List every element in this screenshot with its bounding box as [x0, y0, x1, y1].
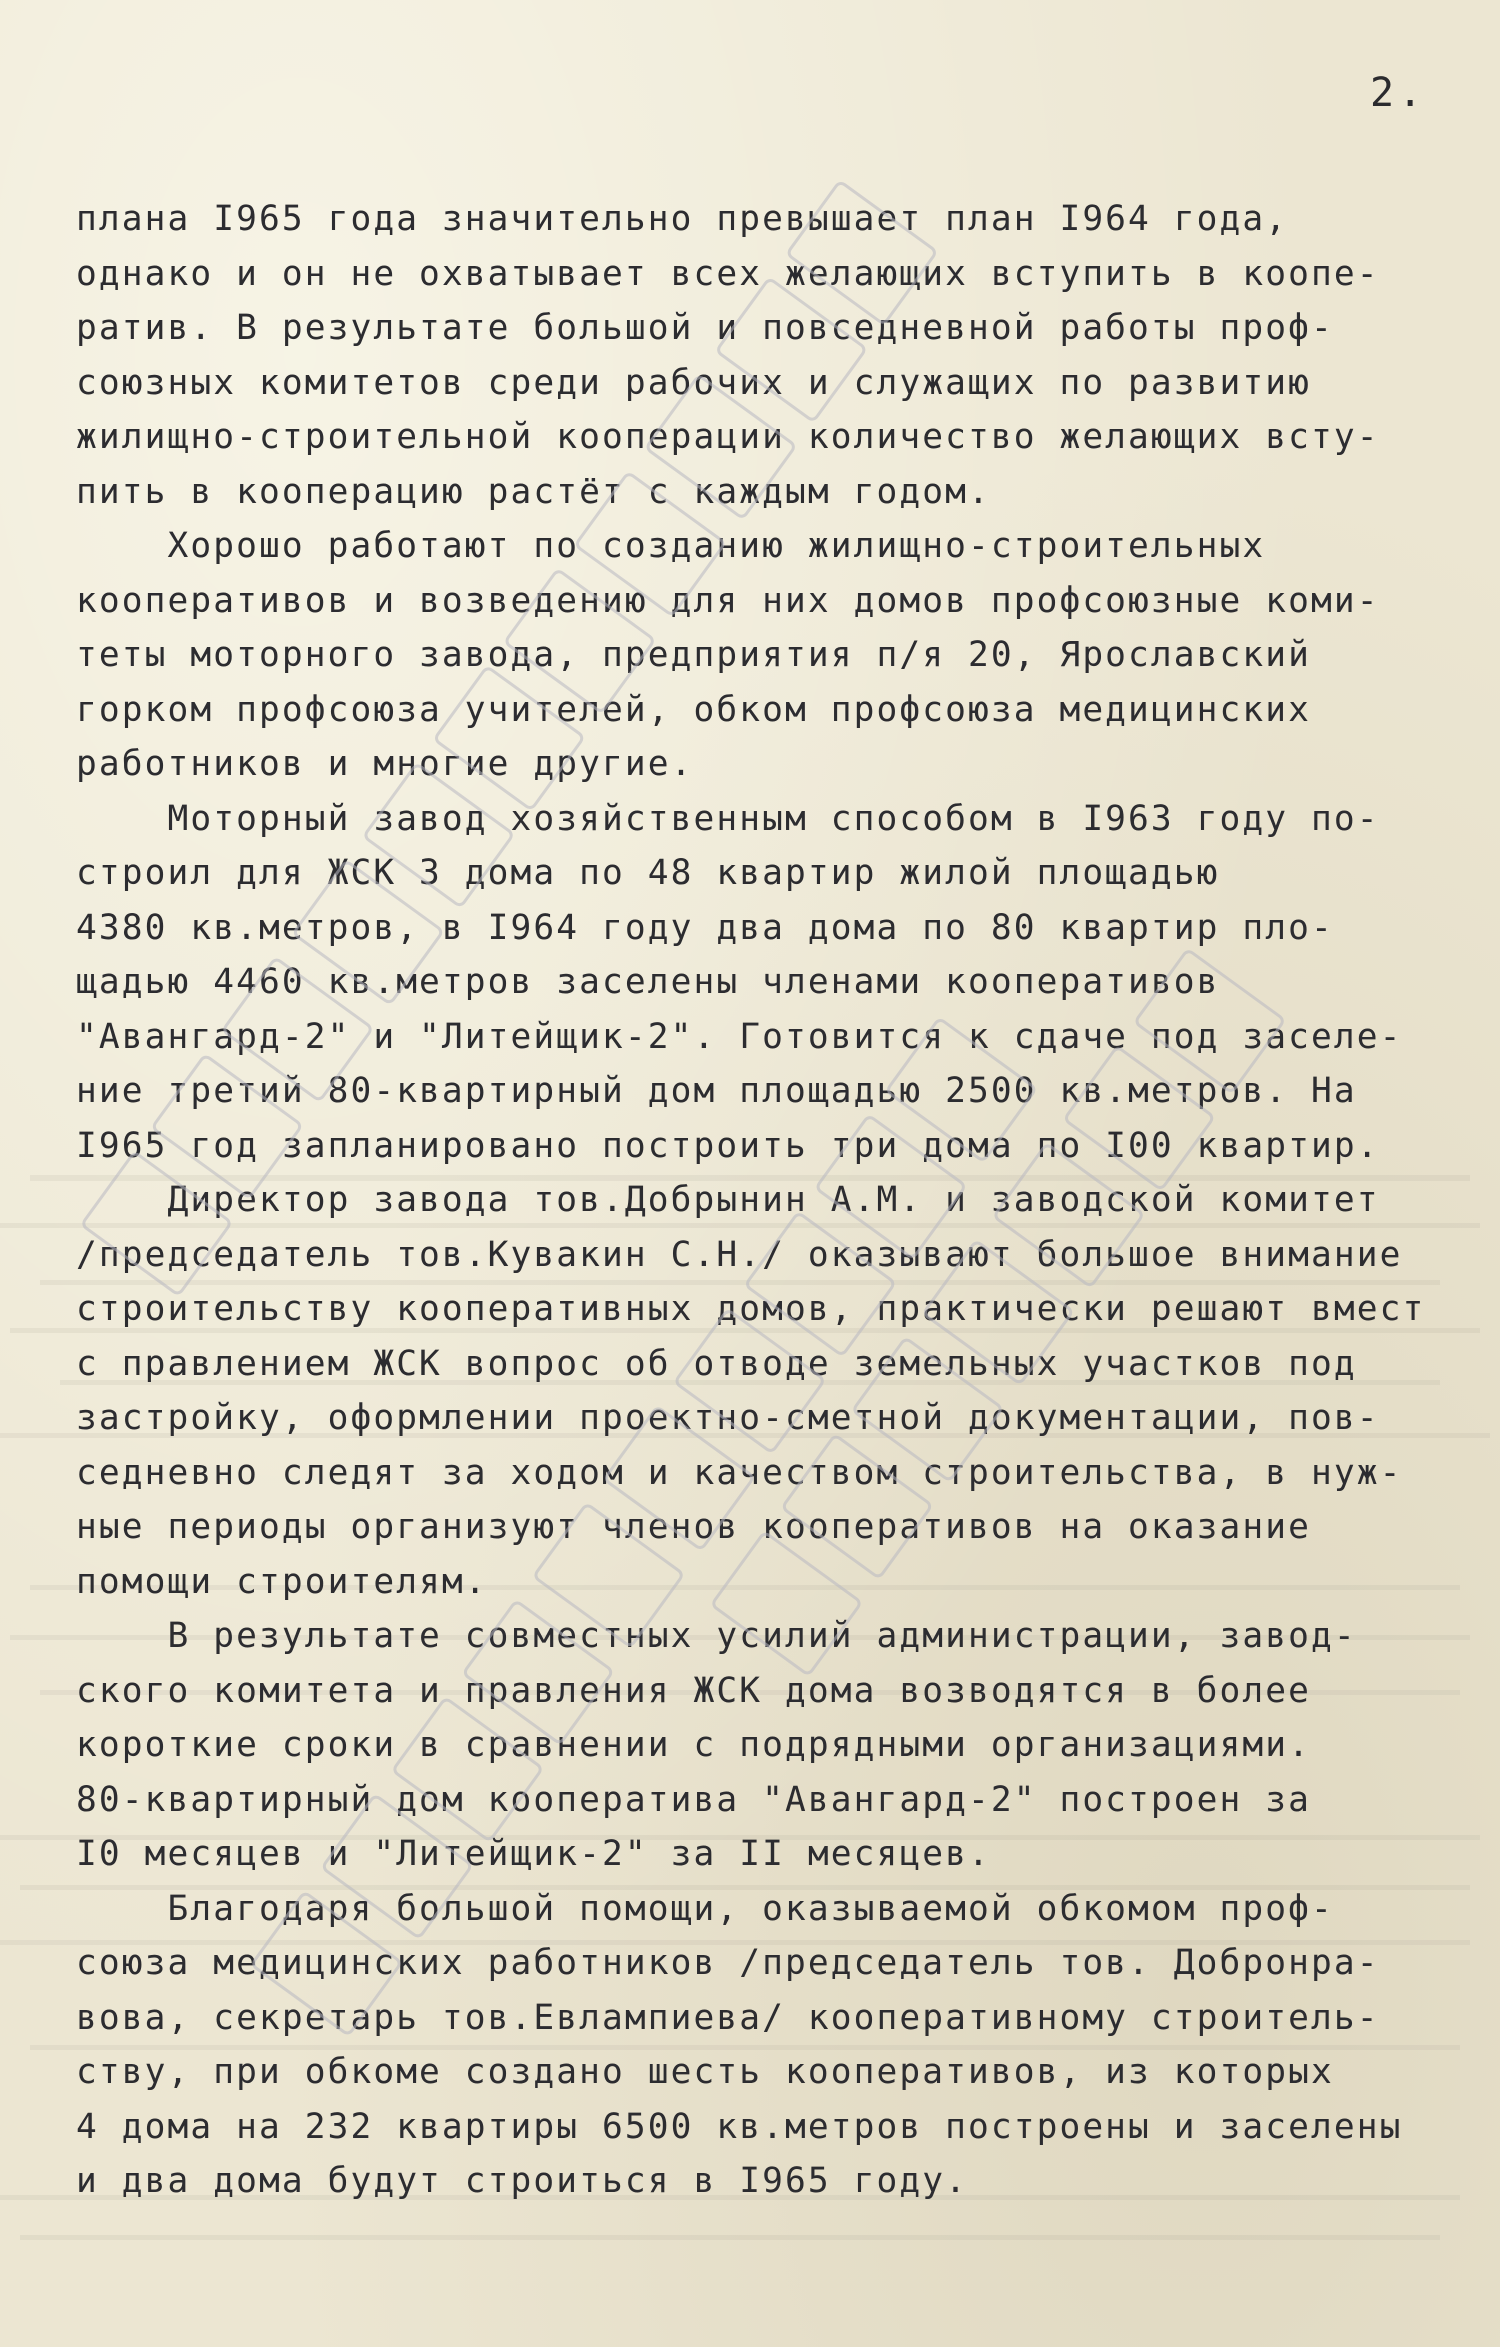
- text-line: ратив. В результате большой и повседневной работы проф-: [76, 308, 1334, 348]
- text-line: Моторный завод хозяйственным способом в I963 году по-: [76, 798, 1380, 839]
- text-line: с правлением ЖСК вопрос об отводе земельных участков под: [76, 1343, 1357, 1384]
- text-line: теты моторного завода, предприятия п/я 20, Ярославский: [76, 635, 1312, 675]
- text-line: союза медицинских работников /председатель тов. Добронра-: [76, 1943, 1380, 1983]
- text-line: В результате совместных усилий администрации, завод-: [76, 1616, 1357, 1656]
- text-line: Директор завода тов.Добрынин А.М. и заводской комитет: [76, 1180, 1380, 1220]
- text-line: вова, секретарь тов.Евлампиева/ кооперативному строитель-: [76, 1997, 1380, 2038]
- page-number: 2.: [1370, 70, 1427, 116]
- text-line: застройку, оформлении проектно-сметной документации, пов-: [76, 1398, 1380, 1438]
- text-line: ние третий 80-квартирный дом площадью 2500 кв.метров. На: [76, 1071, 1357, 1111]
- text-line: "Авангард-2" и "Литейщик-2". Готовится к сдаче под заселе-: [76, 1016, 1403, 1057]
- text-line: работников и многие другие.: [76, 744, 694, 784]
- text-line: щадью 4460 кв.метров заселены членами кооперативов: [76, 962, 1220, 1002]
- text-line: Благодаря большой помощи, оказываемой обкомом проф-: [76, 1888, 1334, 1929]
- text-line: Хорошо работают по созданию жилищно-строительных: [76, 526, 1266, 566]
- text-line: I0 месяцев и "Литейщик-2" за II месяцев.: [76, 1834, 991, 1874]
- text-line: ству, при обкоме создано шесть кооперативов, из которых: [76, 2052, 1334, 2092]
- text-line: жилищно-строительной кооперации количество желающих всту-: [76, 417, 1380, 457]
- text-line: короткие сроки в сравнении с подрядными организациями.: [76, 1725, 1312, 1765]
- text-line: пить в кооперацию растёт с каждым годом.: [76, 471, 991, 512]
- text-line: 4380 кв.метров, в I964 году два дома по 80 квартир пло-: [76, 907, 1334, 948]
- text-line: горком профсоюза учителей, обком профсоюза медицинских: [76, 689, 1312, 730]
- text-line: 4 дома на 232 квартиры 6500 кв.метров построены и заселены: [76, 2106, 1403, 2147]
- text-line: союзных комитетов среди рабочих и служащих по развитию: [76, 362, 1312, 403]
- text-line: помощи строителям.: [76, 1561, 488, 1602]
- text-line: кооперативов и возведению для них домов профсоюзные коми-: [76, 580, 1380, 621]
- document-body: [76, 192, 1486, 2209]
- text-line: I965 год запланировано построить три дома по I00 квартир.: [76, 1125, 1380, 1166]
- text-line: ные периоды организуют членов кооперативов на оказание: [76, 1507, 1312, 1547]
- text-line: однако и он не охватывает всех желающих вступить в коопе-: [76, 253, 1380, 294]
- text-line: /председатель тов.Кувакин С.Н./ оказывают большое внимание: [76, 1234, 1403, 1275]
- text-line: строительству кооперативных домов, практически решают вмест: [76, 1289, 1426, 1329]
- text-line: строил для ЖСК 3 дома по 48 квартир жилой площадью: [76, 853, 1220, 893]
- text-line: 80-квартирный дом кооператива "Авангард-2" построен за: [76, 1779, 1312, 1820]
- text-line: плана I965 года значительно превышает план I964 года,: [76, 199, 1289, 239]
- text-line: и два дома будут строиться в I965 году.: [76, 2161, 968, 2201]
- text-line: ского комитета и правления ЖСК дома возводятся в более: [76, 1670, 1312, 1711]
- text-line: седневно следят за ходом и качеством строительства, в нуж-: [76, 1452, 1403, 1493]
